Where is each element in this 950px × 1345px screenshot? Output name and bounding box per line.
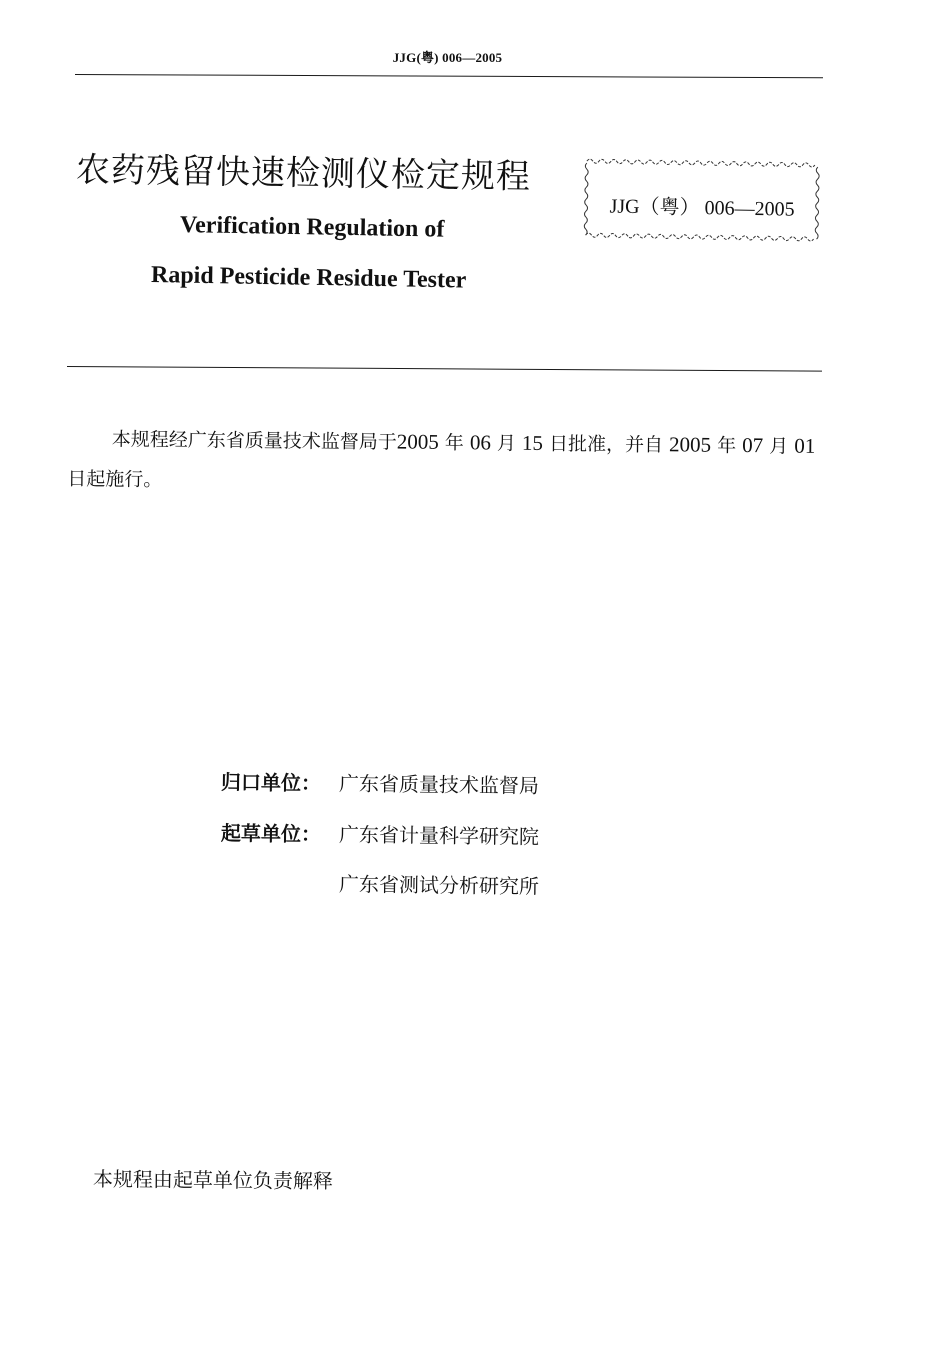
drafting-unit-row-2 bbox=[339, 868, 539, 899]
title-english-line1: Verification Regulation of bbox=[179, 212, 445, 243]
header-divider bbox=[75, 74, 823, 78]
responsible-unit-label: 归口单位： bbox=[220, 770, 322, 796]
effective-year: 2005 bbox=[668, 432, 712, 457]
approval-year-unit: 年 bbox=[444, 431, 464, 455]
approval-year: 2005 bbox=[396, 429, 439, 454]
effective-month-unit: 月 bbox=[769, 435, 789, 458]
effective-day: 01 bbox=[794, 433, 816, 458]
approval-month-unit: 月 bbox=[496, 432, 517, 455]
approval-day-unit: 日批准，并自 bbox=[548, 433, 664, 457]
responsible-unit-row bbox=[221, 766, 539, 799]
standard-code-text: JJG（粤） 006—2005 bbox=[609, 195, 795, 221]
approval-month: 06 bbox=[469, 430, 492, 455]
effective-suffix: 日起施行。 bbox=[67, 467, 163, 491]
effective-year-unit: 年 bbox=[717, 434, 737, 457]
title-english-line2: Rapid Pesticide Residue Tester bbox=[150, 262, 467, 294]
approval-day: 15 bbox=[521, 430, 544, 455]
header-standard-code: JJG(粤) 006—2005 bbox=[392, 50, 503, 65]
drafting-unit-value-1: 广东省计量科学研究院 bbox=[338, 822, 540, 849]
approval-prefix: 本规程经广东省质量技术监督局于 bbox=[111, 428, 397, 454]
title-chinese: 农药残留快速检测仪检定规程 bbox=[75, 150, 532, 198]
drafting-unit-value-2: 广东省测试分析研究所 bbox=[338, 872, 540, 899]
responsible-unit-value: 广东省质量技术监督局 bbox=[338, 771, 540, 798]
drafting-unit-row bbox=[221, 817, 539, 850]
effective-month: 07 bbox=[742, 433, 764, 458]
drafting-unit-label: 起草单位： bbox=[220, 821, 322, 847]
standard-code-box bbox=[581, 155, 822, 245]
approval-statement bbox=[67, 418, 828, 507]
interpretation-note: 本规程由起草单位负责解释 bbox=[92, 1167, 334, 1194]
title-divider bbox=[67, 366, 822, 372]
